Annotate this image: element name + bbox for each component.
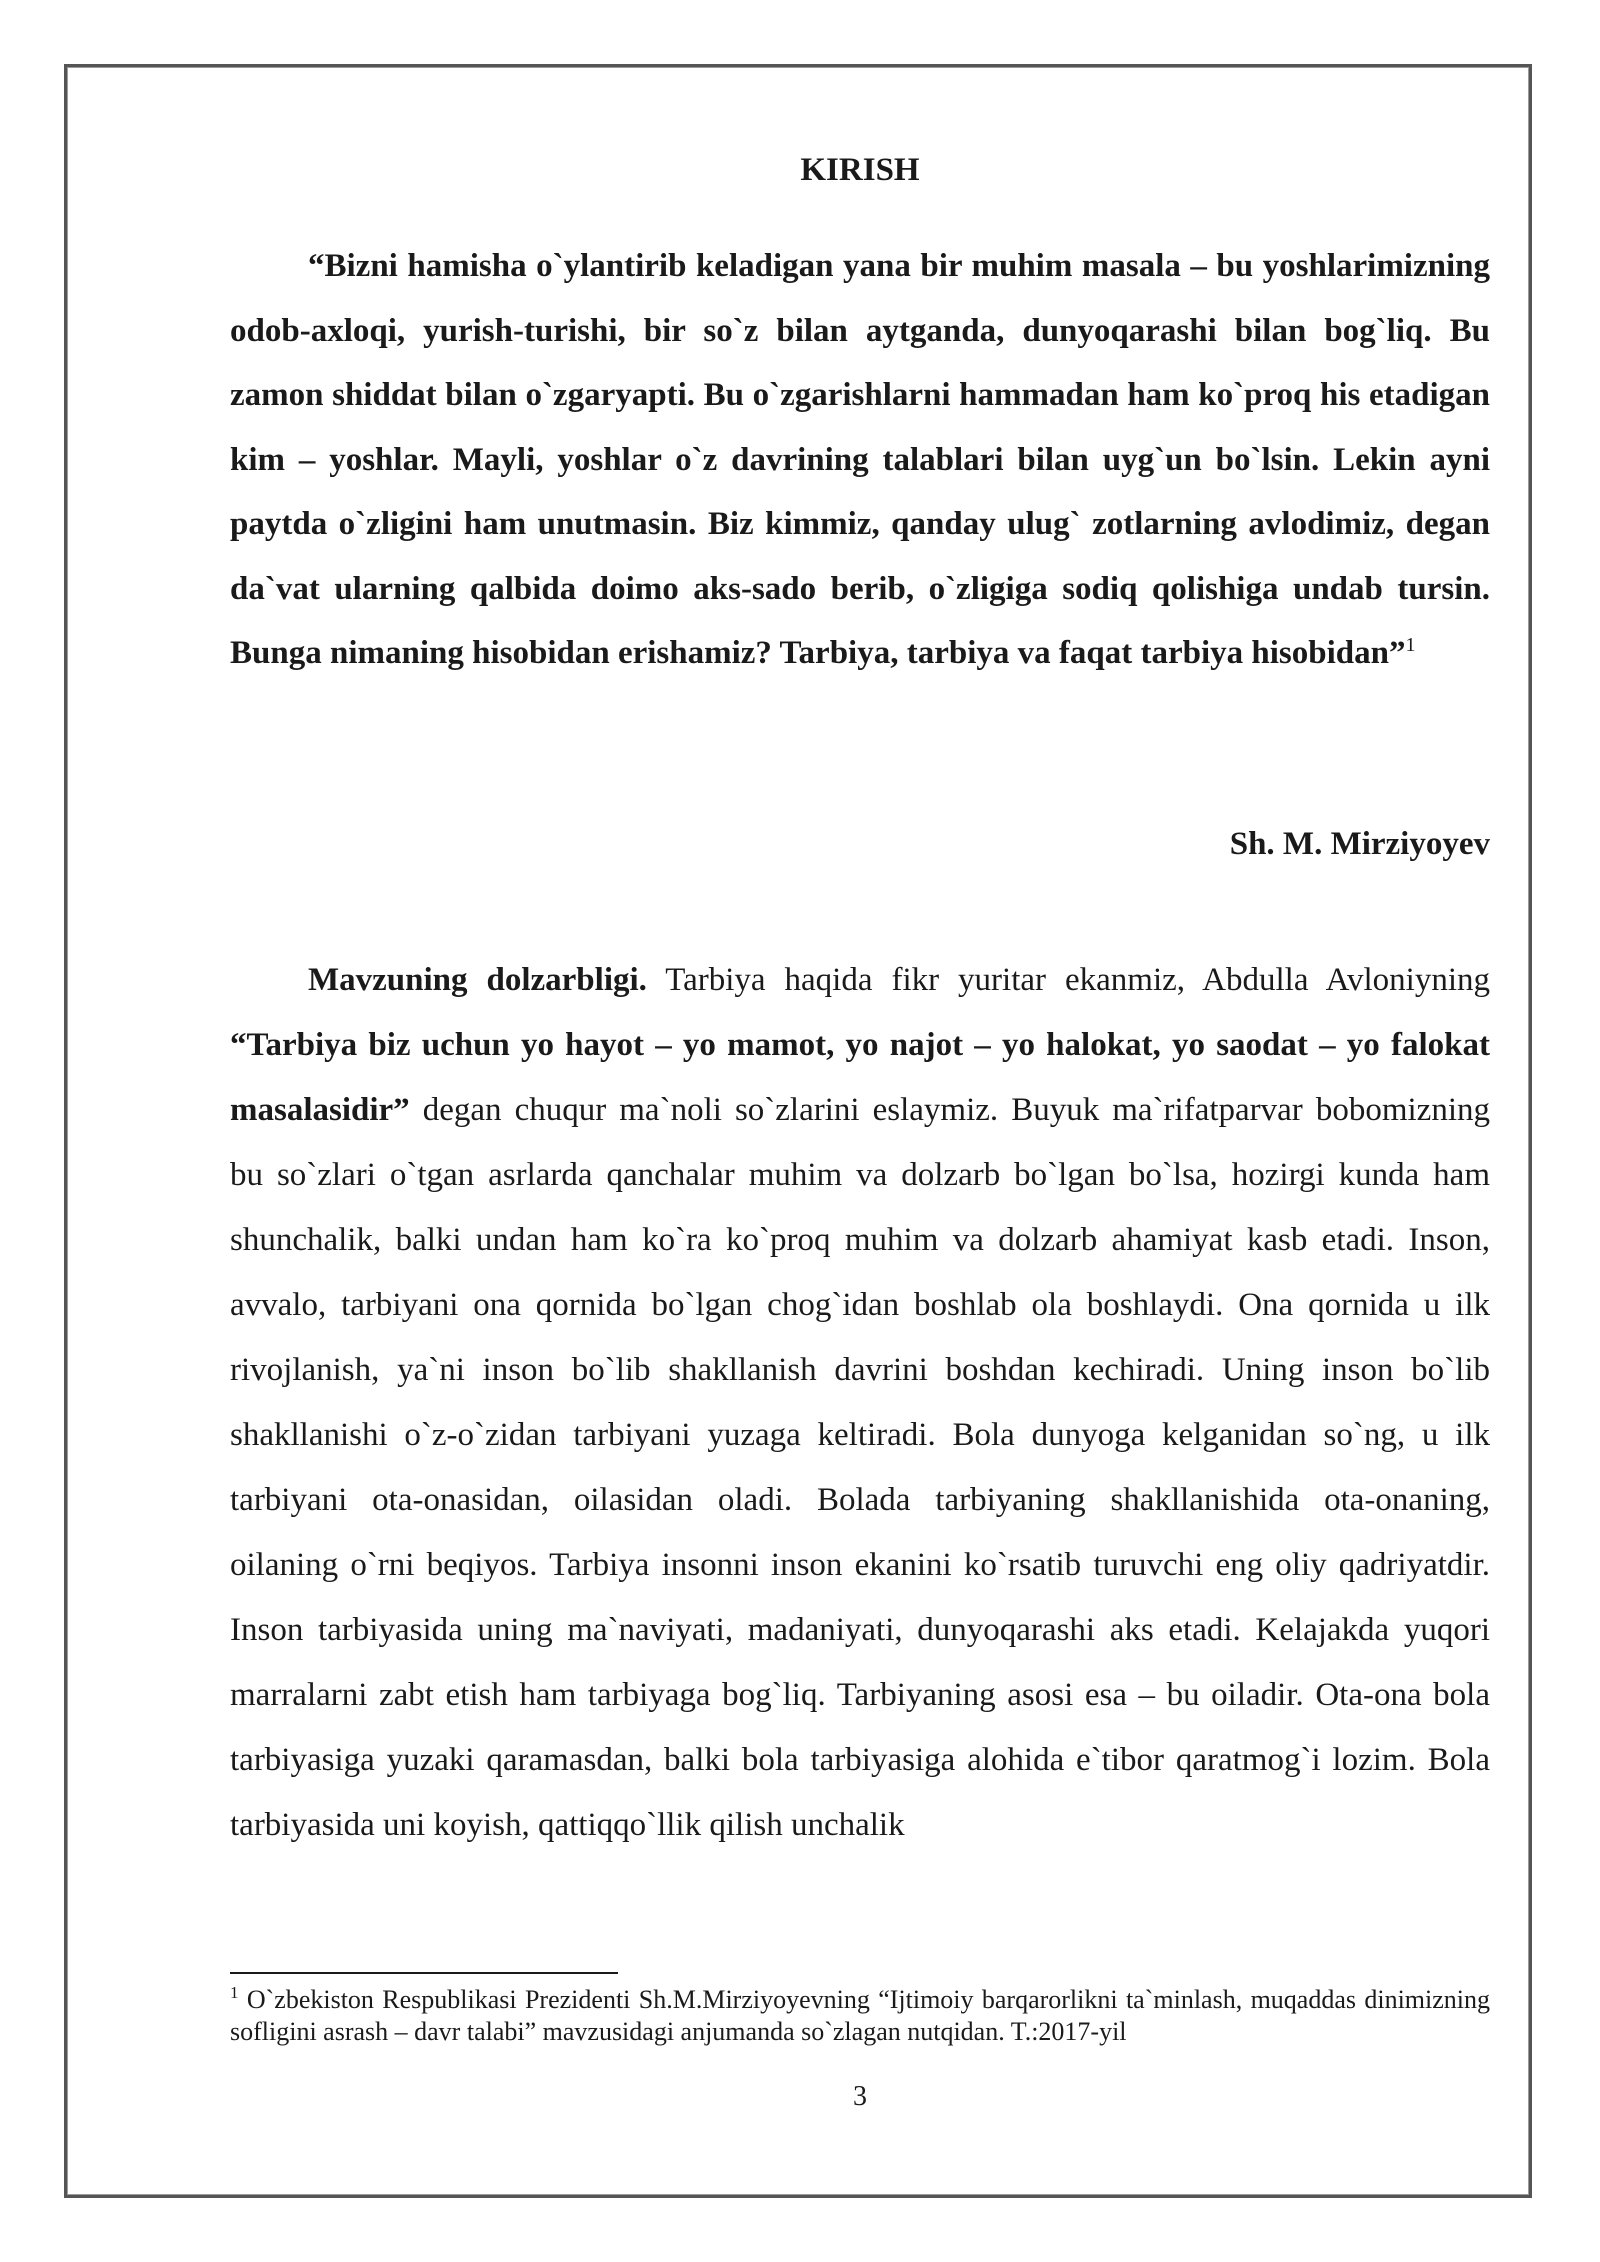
epigraph-text: “Bizni hamisha o`ylantirib keladigan yana bir muhim masala – bu yoshlarimizning odob-axloqi, yurish-turishi, bir so`z bilan aytganda, dunyoqarashi bilan bog`liq. Bu zamon shiddat bilan o`zgaryapti. Bu o`zgarishlarni hammadan ham ko`proq his etadigan kim – yoshlar. Mayli, yoshlar o`z davrining talablari bilan uyg`un bo`lsin. Lekin ayni paytda o`zligini ham unutmasin. Biz kimmiz, qanday ulug` zotlarning avlodimiz, degan da`vat ularning qalbida doimo aks-sado berib, o`zligiga sodiq qolishiga undab tursin. Bunga nimaning hisobidan erishamiz? Tarbiya, tarbiya va faqat tarbiya hisobidan”: [230, 248, 1490, 671]
footnote-reference[interactable]: 1: [1405, 634, 1416, 656]
epigraph-quote: [230, 234, 1490, 686]
footnote: [230, 1984, 1490, 2048]
avloniy-quote: “Tarbiya biz uchun yo hayot – yo mamot, yo najot – yo halokat, yo saodat – yo falokat masalasidir”: [230, 1027, 1490, 1128]
epigraph-author: Sh. M. Mirziyoyev: [1229, 826, 1490, 862]
body-paragraph: [230, 948, 1490, 1858]
page-number: 3: [853, 2081, 867, 2112]
body-text-part-2: degan chuqur ma`noli so`zlarini eslaymiz. Buyuk ma`rifatparvar bobomizning bu so`zlari o`tgan asrlarda qanchalar muhim va dolzarb bo`lgan bo`lsa, hozirgi kunda ham shunchalik, balki undan ham ko`ra ko`proq muhim va dolzarb ahamiyat kasb etadi. Inson, avvalo, tarbiyani ona qornida bo`lgan chog`idan boshlab ola boshlaydi. Ona qornida u ilk rivojlanish, ya`ni inson bo`lib shakllanish davrini boshdan kechiradi. Uning inson bo`lib shakllanishi o`z-o`zidan tarbiyani yuzaga keltiradi. Bola dunyoga kelganidan so`ng, u ilk tarbiyani ota-onasidan, oilasidan oladi. Bolada tarbiyaning shakllanishida ota-onaning, oilaning o`rni beqiyos. Tarbiya insonni inson ekanini ko`rsatib turuvchi eng oliy qadriyatdir. Inson tarbiyasida uning ma`naviyati, madaniyati, dunyoqarashi aks etadi. Kelajakda yuqori marralarni zabt etish ham tarbiyaga bog`liq. Tarbiyaning asosi esa – bu oiladir. Ota-ona bola tarbiyasiga yuzaki qaramasdan, balki bola tarbiyasiga alohida e`tibor qaratmog`i lozim. Bola tarbiyasida uni koyish, qattiqqo`llik qilish unchalik: [230, 1092, 1490, 1843]
footnote-separator: [230, 1972, 618, 1974]
footnote-text: O`zbekiston Respublikasi Prezidenti Sh.M.Mirziyoyevning “Ijtimoiy barqarorlikni ta`minlash, muqaddas dinimizning sofligini asrash – davr talabi” mavzusidagi anjumanda so`zlagan nutqidan. T.:2017-yil: [230, 1985, 1490, 2046]
paragraph-lead: Mavzuning dolzarbligi.: [308, 962, 647, 998]
footnote-mark: 1: [230, 1983, 239, 2002]
body-text-part-1: Tarbiya haqida fikr yuritar ekanmiz, Abdulla Avloniyning: [646, 962, 1490, 998]
section-title: KIRISH: [800, 152, 920, 188]
